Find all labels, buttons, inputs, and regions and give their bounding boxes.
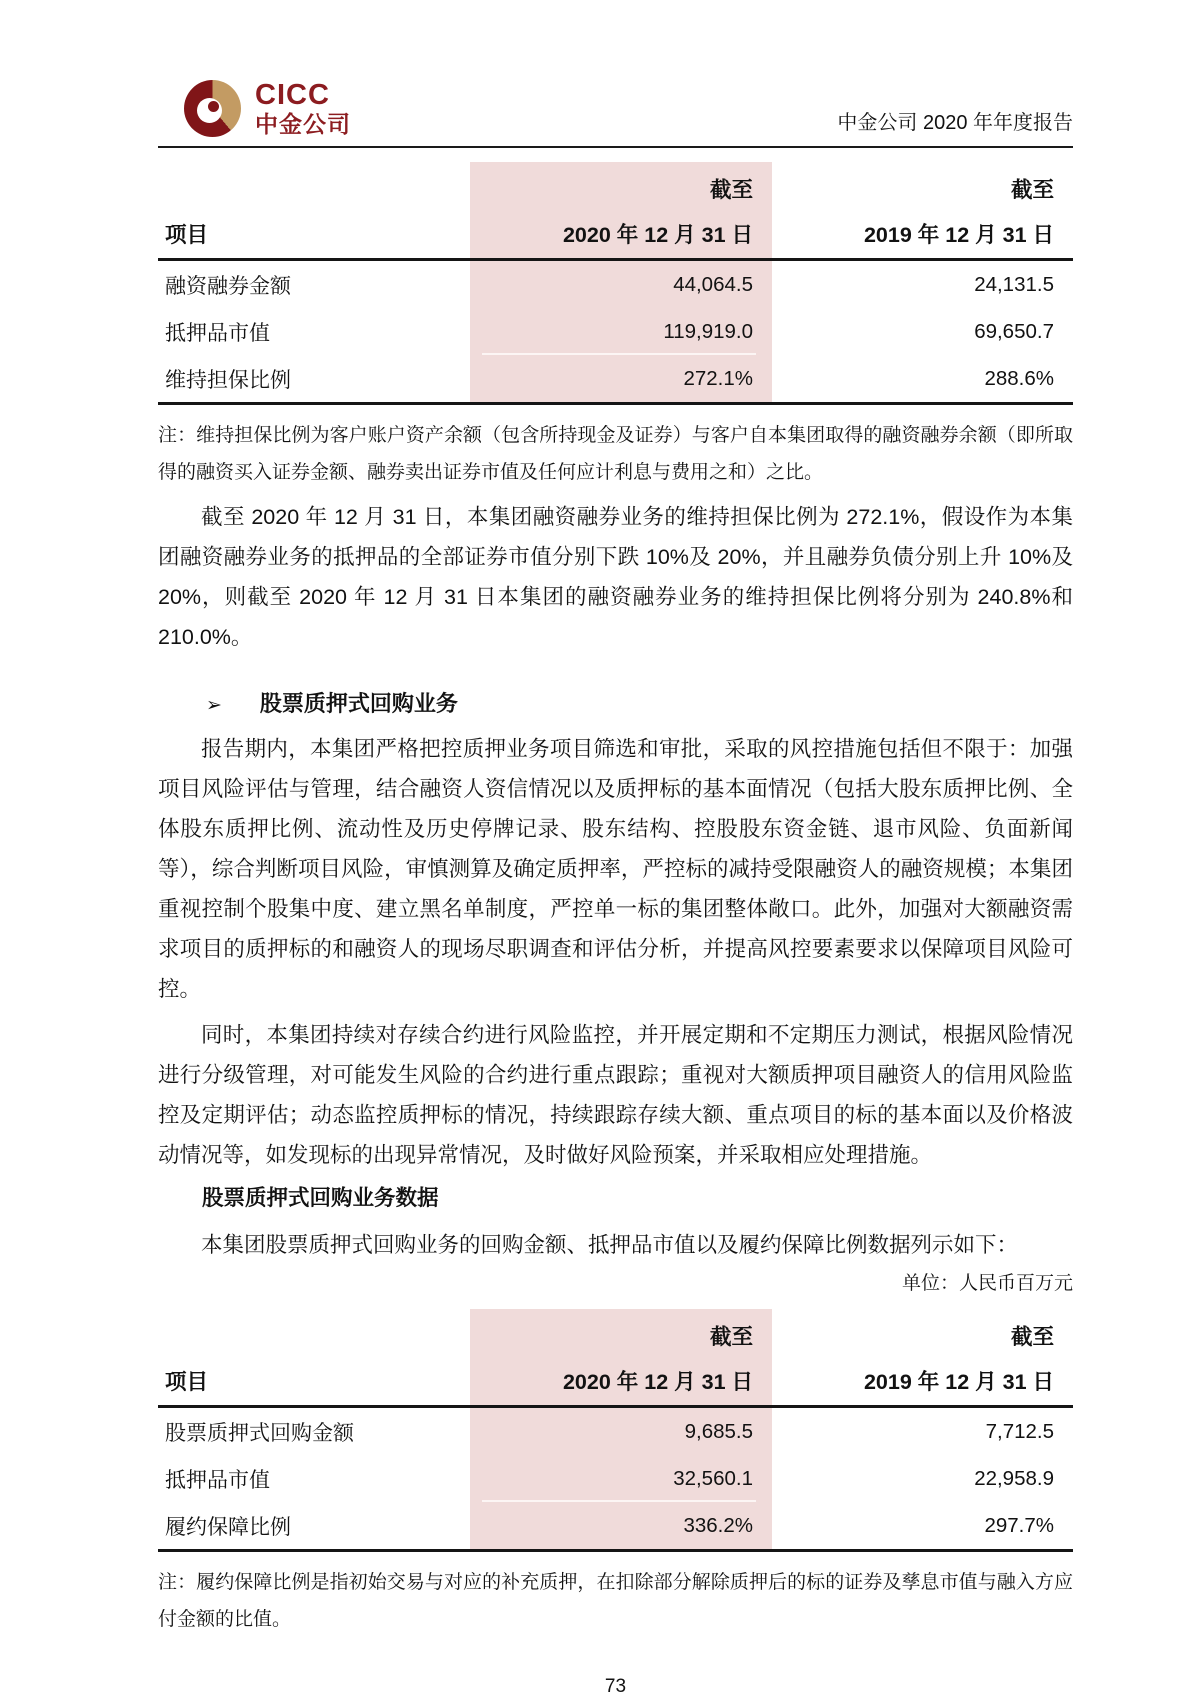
section-heading-stock-pledge bbox=[158, 687, 1073, 723]
row-value-2019: 69,650.7 bbox=[974, 319, 1054, 343]
table1-col-2019-asof: 截至 bbox=[1010, 178, 1054, 202]
margin-financing-table bbox=[158, 162, 1073, 405]
sub-heading-stock-pledge-data: 股票质押式回购业务数据 bbox=[202, 1186, 439, 1210]
row-label: 抵押品市值 bbox=[165, 321, 270, 345]
row-value-2020: 119,919.0 bbox=[470, 308, 772, 355]
row-value-2019: 24,131.5 bbox=[974, 272, 1054, 296]
paragraph-risk-control-2: 同时，本集团持续对存续合约进行风险监控，并开展定期和不定期压力测试，根据风险情况进行分级管理，对可能发生风险的合约进行重点跟踪；重视对大额质押项目融资人的信用风险监控及定期评估；动态监控质押标的情况，持续跟踪存续大额、重点项目的标的基本面以及价格波动情况等，如发现标的出现异常情况，及时做好风险预案，并采取相应处理措施。 bbox=[158, 1023, 1073, 1167]
table1-footnote: 注：维持担保比例为客户账户资产余额（包含所持现金及证券）与客户自本集团取得的融资融券余额（即所取得的融资买入证券金额、融券卖出证券市值及任何应计利息与费用之和）之比。 bbox=[158, 425, 1073, 483]
table-row bbox=[158, 1455, 1073, 1502]
row-label: 股票质押式回购金额 bbox=[165, 1421, 354, 1445]
table2-col-2020-header bbox=[470, 1315, 772, 1405]
row-label: 融资融券金额 bbox=[165, 274, 291, 298]
row-value-2020: 44,064.5 bbox=[673, 272, 753, 296]
cicc-logo bbox=[184, 80, 351, 137]
row-value-2020: 9,685.5 bbox=[684, 1419, 753, 1443]
cicc-logo-icon bbox=[184, 80, 241, 137]
unit-label: 单位：人民币百万元 bbox=[901, 1273, 1073, 1294]
row-label: 履约保障比例 bbox=[165, 1515, 291, 1539]
table-row bbox=[158, 1408, 1073, 1455]
logo-text-cn: 中金公司 bbox=[255, 111, 351, 137]
paragraph-table-intro: 本集团股票质押式回购业务的回购金额、抵押品市值以及履约保障比例数据列示如下： bbox=[201, 1233, 1019, 1257]
table2-col-2019-asof: 截至 bbox=[1010, 1325, 1054, 1349]
row-value-2020: 336.2% bbox=[683, 1513, 753, 1537]
cicc-logo-wordmark bbox=[255, 81, 351, 136]
logo-text-en: CICC bbox=[255, 79, 330, 111]
table1-item-header: 项目 bbox=[165, 223, 209, 247]
table1-col-2019-header bbox=[772, 168, 1073, 258]
table-header-row bbox=[158, 1309, 1073, 1408]
row-value-2019: 288.6% bbox=[984, 366, 1054, 390]
table-row bbox=[158, 308, 1073, 355]
table-header-row bbox=[158, 162, 1073, 261]
row-label: 维持担保比例 bbox=[165, 368, 291, 392]
table1-col-2020-header bbox=[470, 168, 772, 258]
table2-col-2020-date: 2020 年 12 月 31 日 bbox=[562, 1370, 753, 1394]
row-value-2020: 32,560.1 bbox=[470, 1455, 772, 1502]
row-value-2019: 297.7% bbox=[984, 1513, 1054, 1537]
arrow-bullet-icon: ➢ bbox=[206, 695, 222, 716]
table-row bbox=[158, 1502, 1073, 1549]
section-heading-text: 股票质押式回购业务 bbox=[259, 691, 458, 716]
table-row bbox=[158, 355, 1073, 402]
row-value-2019: 22,958.9 bbox=[974, 1466, 1054, 1490]
row-value-2020: 272.1% bbox=[683, 366, 753, 390]
table-row bbox=[158, 261, 1073, 308]
stock-pledge-repo-table bbox=[158, 1309, 1073, 1552]
paragraph-risk-control-1: 报告期内，本集团严格把控质押业务项目筛选和审批，采取的风控措施包括但不限于：加强项目风险评估与管理，结合融资人资信情况以及质押标的基本面情况（包括大股东质押比例、全体股东质押比例、流动性及历史停牌记录、股东结构、控股股东资金链、退市风险、负面新闻等），综合判断项目风险，审慎测算及确定质押率，严控标的减持受限融资人的融资规模；本集团重视控制个股集中度、建立黑名单制度，严控单一标的集团整体敞口。此外，加强对大额融资需求项目的质押标的和融资人的现场尽职调查和评估分析，并提高风控要素要求以保障项目风险可控。 bbox=[158, 737, 1073, 1001]
table1-col-2020-asof: 截至 bbox=[709, 178, 753, 202]
page-number: 73 bbox=[604, 1676, 627, 1697]
page-header bbox=[158, 80, 1073, 148]
report-title: 中金公司 2020 年年度报告 bbox=[837, 112, 1073, 134]
table2-col-2019-header bbox=[772, 1315, 1073, 1405]
row-value-2019: 7,712.5 bbox=[985, 1419, 1054, 1443]
table1-col-2019-date: 2019 年 12 月 31 日 bbox=[863, 223, 1054, 247]
table2-footnote: 注：履约保障比例是指初始交易与对应的补充质押，在扣除部分解除质押后的标的证券及孳息市值与融入方应付金额的比值。 bbox=[158, 1572, 1073, 1630]
table1-col-2020-date: 2020 年 12 月 31 日 bbox=[562, 223, 753, 247]
table2-col-2019-date: 2019 年 12 月 31 日 bbox=[863, 1370, 1054, 1394]
row-label: 抵押品市值 bbox=[165, 1468, 270, 1492]
table2-item-header: 项目 bbox=[165, 1370, 209, 1394]
paragraph-margin-financing: 截至 2020 年 12 月 31 日，本集团融资融券业务的维持担保比例为 272.1%，假设作为本集团融资融券业务的抵押品的全部证券市值分别下跌 10%及 20%，并且融券负债分别上升 10%及 20%，则截至 2020 年 12 月 31 日本集团的融资融券业务的维持担保比例将分别为 240.8%和 210.0%。 bbox=[158, 505, 1073, 649]
table2-col-2020-asof: 截至 bbox=[709, 1325, 753, 1349]
